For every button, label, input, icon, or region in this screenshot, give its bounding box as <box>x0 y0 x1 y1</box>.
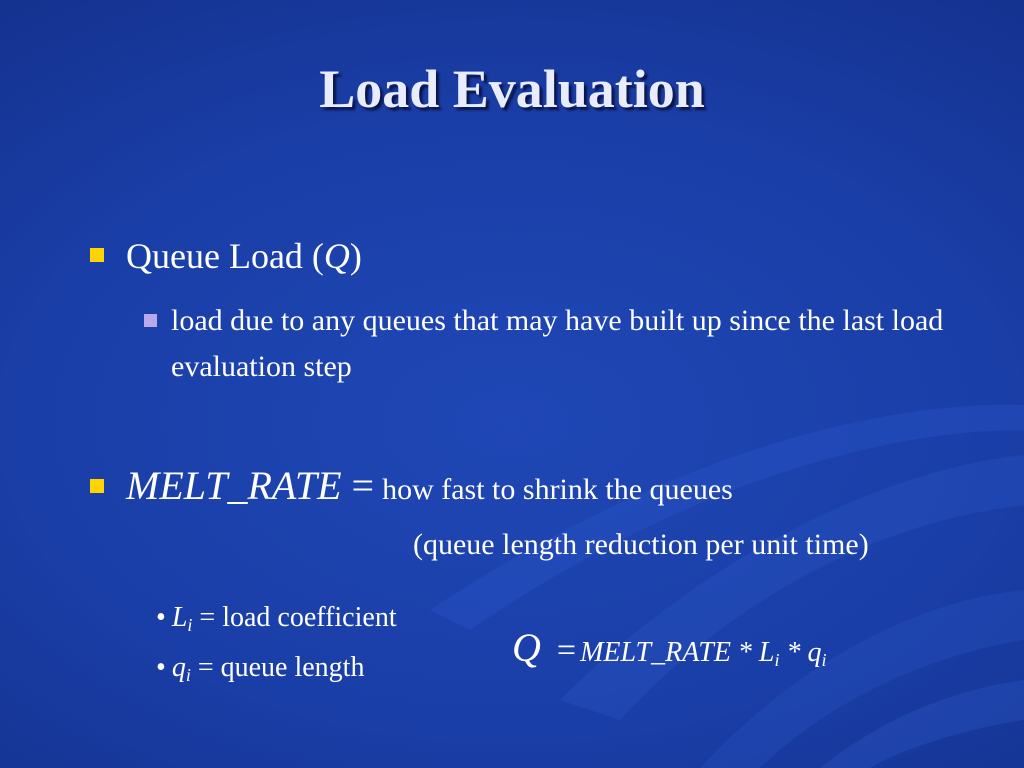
square-bullet-icon <box>90 479 104 493</box>
bullet-melt-rate <box>90 464 733 512</box>
def-subscript: i <box>187 615 193 635</box>
def-queue-length <box>156 651 364 685</box>
formula-sub-a: i <box>774 650 780 670</box>
melt-rate-desc: how fast to shrink the queues <box>382 473 733 506</box>
formula-rhs-b: * q <box>779 637 822 668</box>
queue-load-formula <box>512 625 827 673</box>
sub-bullet-queue-load <box>140 298 980 390</box>
bullet-label: Queue Load ( <box>126 236 324 276</box>
bullet-close-paren: ) <box>349 236 362 276</box>
formula-sub-b: i <box>821 650 827 670</box>
formula-lhs: Q <box>512 625 541 670</box>
formula-rhs-a: MELT_RATE * L <box>580 637 775 668</box>
def-text: = load coefficient <box>192 602 397 633</box>
def-load-coefficient <box>156 601 397 635</box>
bullet-var: Q <box>323 236 350 276</box>
slide-title: Load Evaluation <box>319 59 705 119</box>
bullet-queue-load <box>90 236 362 276</box>
sub-bullet-text: load due to any queues that may have built up since the last load evaluation step <box>171 304 944 383</box>
melt-rate-note: (queue length reduction per unit time) <box>413 528 869 561</box>
def-subscript: i <box>185 665 191 685</box>
dot-bullet-icon: • <box>156 602 166 633</box>
square-bullet-icon <box>90 248 104 262</box>
melt-rate-equals: = <box>351 463 375 508</box>
melt-rate-var: MELT_RATE <box>126 463 342 508</box>
dot-bullet-icon: • <box>156 652 166 683</box>
def-symbol: q <box>171 652 186 683</box>
square-sub-bullet-icon <box>144 314 157 327</box>
def-text: = queue length <box>190 652 365 683</box>
formula-equals: = <box>556 632 577 669</box>
def-symbol: L <box>171 602 188 633</box>
